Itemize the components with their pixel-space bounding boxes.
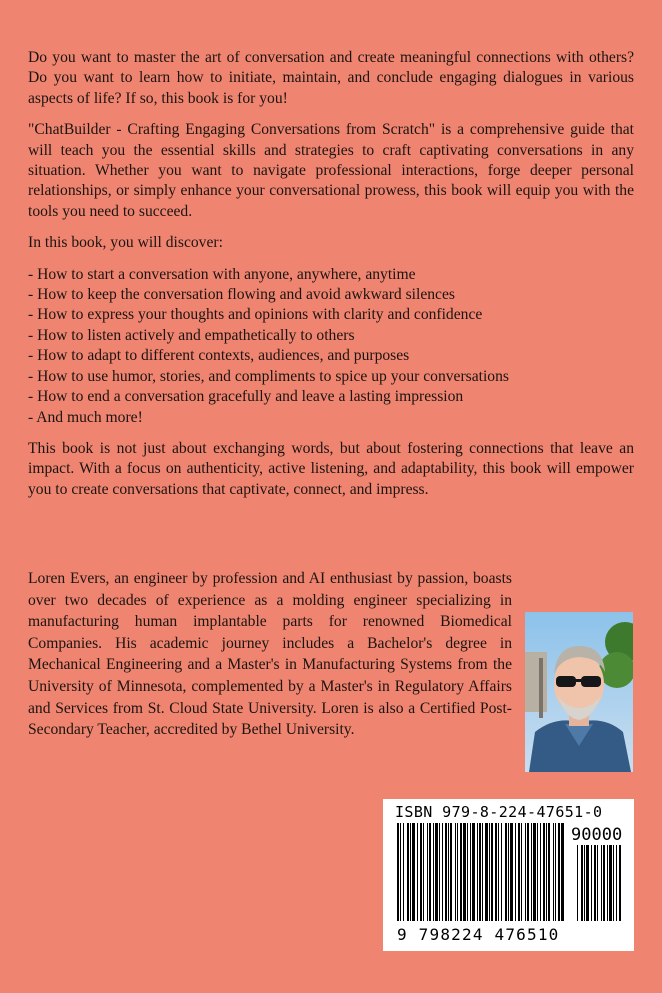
isbn-barcode: [383, 799, 634, 951]
barcode-bar: [527, 823, 529, 921]
list-item: - How to express your thoughts and opinions with clarity and confidence: [28, 306, 483, 324]
barcode-bar: [400, 823, 401, 921]
barcode-bar: [546, 823, 547, 921]
author-photo: [525, 612, 633, 772]
list-item: - How to start a conversation with anyone, anywhere, anytime: [28, 265, 416, 283]
barcode-bar: [467, 823, 468, 921]
barcode-bar: [515, 823, 516, 921]
addon-bar: [601, 845, 602, 921]
barcode-bar: [495, 823, 497, 921]
addon-bar: [616, 845, 617, 921]
addon-bar: [581, 845, 583, 921]
barcode-bar: [410, 823, 411, 921]
list-item: - How to keep the conversation flowing and avoid awkward silences: [28, 286, 455, 304]
list-item: - How to adapt to different contexts, audiences, and purposes: [28, 347, 410, 365]
barcode-bar: [472, 823, 475, 921]
barcode-bar: [558, 823, 560, 921]
barcode-bar: [561, 823, 564, 921]
barcode-bar: [521, 823, 522, 921]
barcode-bar: [463, 823, 466, 921]
barcode-bar: [427, 823, 428, 921]
barcode-bars: [393, 823, 625, 927]
barcode-bar: [533, 823, 536, 921]
addon-bar: [619, 845, 621, 921]
author-bio: Loren Evers, an engineer by profession and AI enthusiast by passion, boasts over two decades of experience as a molding engineer specializing in manufacturing human implantable parts for renowned Biomedical Companies. His academic journey includes a Bachelor's degree in Mechanical Engineering and a Master's in Manufacturing Systems from the University of Minnesota, complemented by a Master's in Regulatory Affairs and Services from St. Cloud State University. Loren is also a Certified Post-Secondary Teacher, accredited by Bethel University.: [28, 570, 512, 739]
barcode-bar: [508, 823, 509, 921]
barcode-bar: [479, 823, 481, 921]
addon-bar: [591, 845, 592, 921]
blurb-description: "ChatBuilder - Crafting Engaging Conversations from Scratch" is a comprehensive guide that will teach you the essential skills and strategies to craft captivating conversations in any situation. Whether you want to navigate professional interactions, forge deeper personal relationships, or simply enhance your conversational prowess, this book will equip you with the tools you need to succeed.: [28, 121, 634, 220]
barcode-bar: [457, 823, 458, 921]
barcode-bar: [423, 823, 424, 921]
barcode-bar: [555, 823, 556, 921]
book-blurb: [28, 48, 634, 511]
barcode-bar: [537, 823, 538, 921]
barcode-bar: [518, 823, 520, 921]
barcode-bar: [525, 823, 526, 921]
barcode-bar: [417, 823, 418, 921]
barcode-bar: [429, 823, 431, 921]
addon-bar: [584, 845, 585, 921]
list-item: - And much more!: [28, 408, 143, 426]
barcode-bar: [482, 823, 483, 921]
addon-bar: [594, 845, 596, 921]
price-code: 90000: [571, 825, 623, 845]
addon-bar: [603, 845, 605, 921]
barcode-bar: [445, 823, 447, 921]
barcode-bar: [477, 823, 478, 921]
barcode-bar: [407, 823, 409, 921]
barcode-bar: [455, 823, 456, 921]
barcode-digits: 9 798224 476510: [397, 925, 560, 944]
isbn-label: ISBN 979-8-224-47651-0: [395, 803, 603, 821]
barcode-bar: [498, 823, 499, 921]
blurb-intro: Do you want to master the art of conversation and create meaningful connections with others? Do you want to learn how to initiate, maintain, and conclude engaging dialogues in various aspects of life? If so, this book is for you!: [28, 49, 634, 107]
barcode-bar: [448, 823, 449, 921]
barcode-bar: [553, 823, 554, 921]
addon-bar: [597, 845, 598, 921]
barcode-bar: [485, 823, 488, 921]
barcode-bar: [439, 823, 440, 921]
barcode-bar: [531, 823, 532, 921]
barcode-bar: [420, 823, 422, 921]
barcode-bar: [543, 823, 545, 921]
blurb-closing: This book is not just about exchanging words, but about fostering connections that leave an impact. With a focus on authenticity, active listening, and adaptability, this book will empower you to create conversations that captivate, connect, and impress.: [28, 439, 634, 498]
addon-bar: [613, 845, 614, 921]
list-item: - How to listen actively and empathetically to others: [28, 326, 355, 344]
barcode-bar: [442, 823, 443, 921]
barcode-bar: [470, 823, 471, 921]
barcode-bar: [540, 823, 541, 921]
barcode-bar: [489, 823, 490, 921]
barcode-bar: [435, 823, 438, 921]
list-item: - How to use humor, stories, and compliments to spice up your conversations: [28, 367, 509, 385]
barcode-bar: [397, 823, 399, 921]
barcode-bar: [403, 823, 404, 921]
addon-bar: [577, 845, 578, 921]
addon-bar: [609, 845, 612, 921]
benefits-list: [28, 265, 634, 428]
barcode-bar: [510, 823, 513, 921]
list-item: - How to end a conversation gracefully and leave a lasting impression: [28, 388, 464, 406]
barcode-bar: [548, 823, 550, 921]
barcode-bar: [450, 823, 452, 921]
barcode-bar: [491, 823, 493, 921]
discover-heading: In this book, you will discover:: [28, 234, 223, 252]
barcode-bar: [412, 823, 415, 921]
addon-bar: [586, 845, 589, 921]
barcode-bar: [433, 823, 434, 921]
barcode-bar: [460, 823, 462, 921]
addon-bar: [607, 845, 608, 921]
barcode-bar: [505, 823, 507, 921]
barcode-bar: [501, 823, 502, 921]
